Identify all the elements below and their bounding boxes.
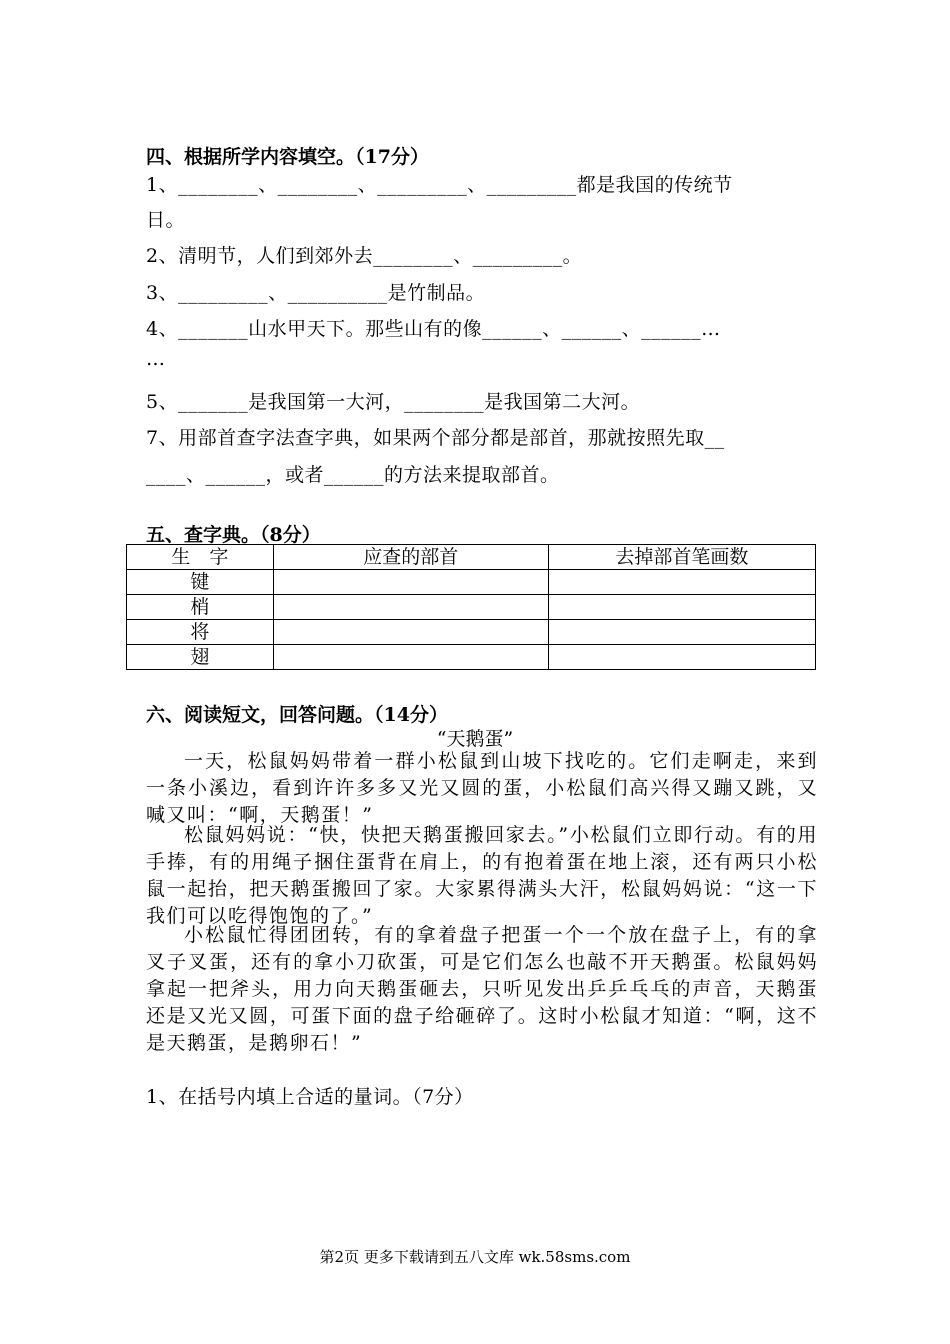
q2: 2、清明节，人们到郊外去________、_________。 — [146, 245, 583, 267]
radical-answer-cell[interactable] — [273, 645, 548, 670]
q1-line2: 日。 — [146, 209, 186, 231]
char-cell: 键 — [127, 570, 274, 595]
strokes-answer-cell[interactable] — [548, 595, 815, 620]
table-row — [127, 645, 816, 670]
table-row — [127, 570, 816, 595]
q4-line1: 4、_______山水甲天下。那些山有的像______、______、______… — [146, 318, 721, 340]
q1-line1: 1、________、________、_________、_________都是我国的传统节 — [146, 174, 733, 196]
reading-q1: 1、在括号内填上合适的量词。（7分） — [146, 1086, 474, 1108]
table-header-row — [127, 545, 816, 570]
strokes-answer-cell[interactable] — [548, 570, 815, 595]
q5: 5、_______是我国第一大河，________是我国第二大河。 — [146, 391, 641, 413]
radical-answer-cell[interactable] — [273, 570, 548, 595]
char-cell: 梢 — [127, 595, 274, 620]
q7-line1: 7、用部首查字法查字典，如果两个部分都是部首，那就按照先取__ — [146, 427, 725, 449]
story-paragraph-2: 松鼠妈妈说：“快，快把天鹅蛋搬回家去。”小松鼠们立即行动。有的用手捧，有的用绳子捆住蛋背在肩上，的有抱着蛋在地上滚，还有两只小松鼠一起抬，把天鹅蛋搬回了家。大家累得满头大汗，松鼠妈妈说：“这一下我们可以吃得饱饱的了。” — [146, 824, 818, 927]
table-row — [127, 595, 816, 620]
section4-title: 四、根据所学内容填空。（17分） — [146, 146, 429, 168]
q3: 3、_________、__________是竹制品。 — [146, 282, 486, 304]
q7-line2: ____、______，或者______的方法来提取部首。 — [146, 464, 560, 486]
radical-answer-cell[interactable] — [273, 595, 548, 620]
story-title: “天鹅蛋” — [436, 728, 514, 750]
story-paragraph-3: 小松鼠忙得团团转，有的拿着盘子把蛋一个一个放在盘子上，有的拿叉子叉蛋，还有的拿小刀砍蛋，可是它们怎么也敲不开天鹅蛋。松鼠妈妈拿起一把斧头，用力向天鹅蛋砸去，只听见发出乒乒乓乓的声音，天鹅蛋还是又光又圆，可蛋下面的盘子给砸碎了。这时小松鼠才知道：“啊，这不是天鹅蛋，是鹅卵石！” — [146, 924, 818, 1054]
section6-title: 六、阅读短文，回答问题。（14分） — [146, 704, 448, 726]
header-radical: 应查的部首 — [273, 545, 548, 570]
section5-title: 五、查字典。（8分） — [146, 524, 321, 546]
q4-line2: … — [146, 348, 166, 370]
header-char: 生 字 — [127, 545, 274, 570]
char-cell: 将 — [127, 620, 274, 645]
dictionary-table — [126, 544, 816, 670]
strokes-answer-cell[interactable] — [548, 620, 815, 645]
page-footer: 第2页 更多下载请到五八文库 wk.58sms.com — [319, 1248, 631, 1266]
radical-answer-cell[interactable] — [273, 620, 548, 645]
table-row — [127, 620, 816, 645]
strokes-answer-cell[interactable] — [548, 645, 815, 670]
story-paragraph-1: 一天，松鼠妈妈带着一群小松鼠到山坡下找吃的。它们走啊走，来到一条小溪边，看到许许多多又光又圆的蛋，小松鼠们高兴得又蹦又跳，又喊又叫：“啊，天鹅蛋！” — [146, 750, 818, 826]
char-cell: 翅 — [127, 645, 274, 670]
header-strokes: 去掉部首笔画数 — [548, 545, 815, 570]
